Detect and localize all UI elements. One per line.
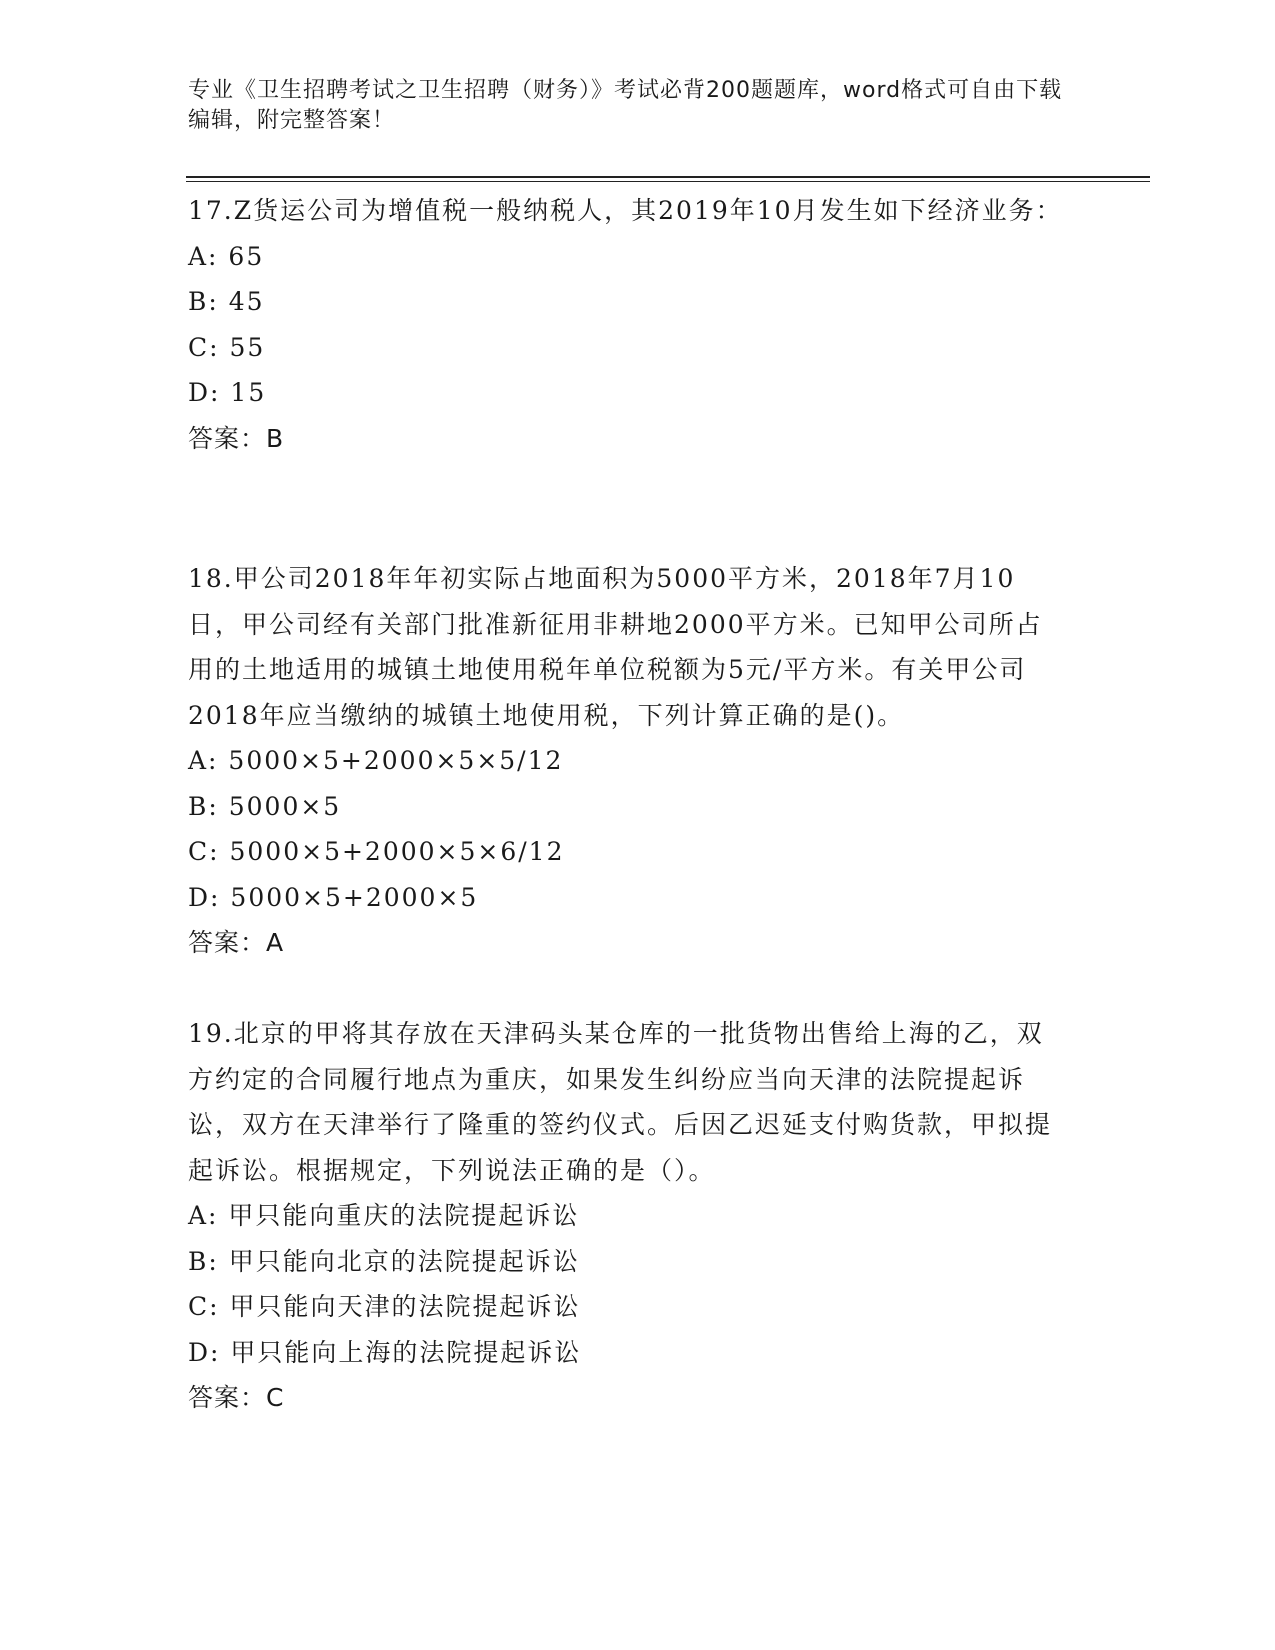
answer-line: 答案：A: [188, 928, 285, 957]
option-b: B: 甲只能向北京的法院提起诉讼: [188, 1246, 580, 1276]
option-a: A: 5000×5+2000×5×5/12: [188, 746, 564, 775]
question-stem: 19.北京的甲将其存放在天津码头某仓库的一批货物出售给上海的乙，双方约定的合同履行地点为重庆，如果发生纠纷应当向天津的法院提起诉讼，双方在天津举行了隆重的签约仪式。后因乙迟延支付购货款，甲拟提起诉讼。根据规定，下列说法正确的是（）。: [188, 1019, 1053, 1185]
question-stem: 17.Z货运公司为增值税一般纳税人，其2019年10月发生如下经济业务：: [188, 196, 1063, 225]
option-d: D: 15: [188, 378, 267, 407]
option-c: C: 5000×5+2000×5×6/12: [188, 837, 565, 866]
question-19: [188, 1011, 1068, 1421]
header-rule-thin: [186, 181, 1150, 182]
answer-line: 答案：C: [188, 1383, 285, 1412]
option-c: C: 甲只能向天津的法院提起诉讼: [188, 1292, 581, 1321]
page-header: 专业《卫生招聘考试之卫生招聘（财务）》考试必背200题题库，word格式可自由下载编辑，附完整答案！: [188, 78, 1063, 133]
option-d: D: 甲只能向上海的法院提起诉讼: [188, 1337, 582, 1367]
option-d: D: 5000×5+2000×5: [188, 882, 479, 912]
option-b: B: 45: [188, 287, 265, 316]
question-18: [188, 556, 1068, 966]
option-b: B: 5000×5: [188, 791, 342, 821]
answer-line: 答案：B: [188, 423, 285, 453]
option-c: C: 55: [188, 332, 266, 362]
option-a: A: 甲只能向重庆的法院提起诉讼: [188, 1201, 580, 1230]
question-stem: 18.甲公司2018年年初实际占地面积为5000平方米，2018年7月10日，甲公司经有关部门批准新征用非耕地2000平方米。已知甲公司所占用的土地适用的城镇土地使用税年单位税额为5元/平方米。有关甲公司2018年应当缴纳的城镇土地使用税，下列计算正确的是()。: [188, 564, 1043, 730]
question-17: [188, 188, 1068, 461]
header-rule-thick: [186, 176, 1150, 178]
option-a: A: 65: [188, 241, 265, 271]
